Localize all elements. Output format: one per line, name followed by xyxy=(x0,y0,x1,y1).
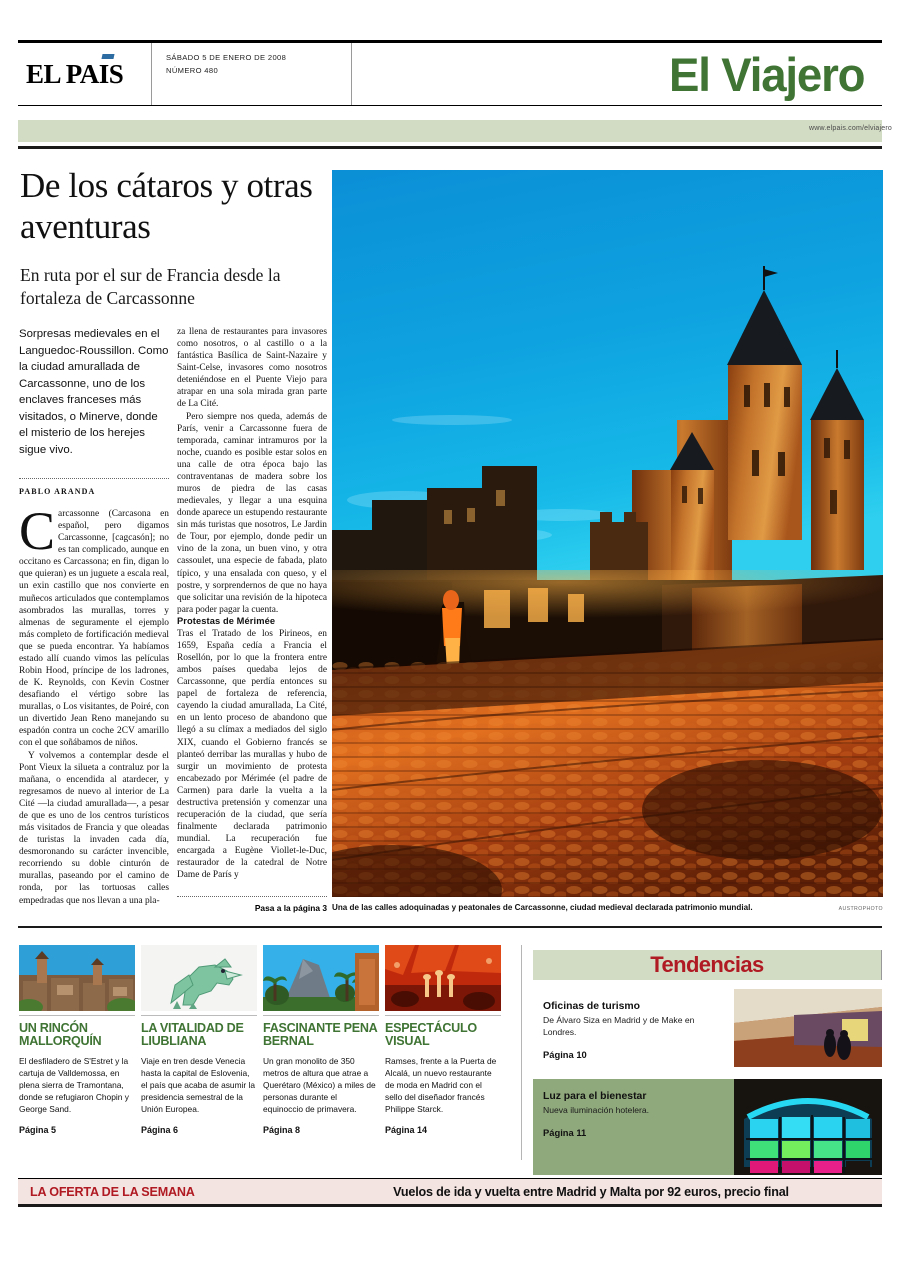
teaser-rule xyxy=(19,1015,135,1016)
elpais-logo xyxy=(26,58,124,89)
teaser-title: FASCINANTE PENA BERNAL xyxy=(263,1021,377,1049)
teaser-text: El desfiladero de S'Estret y la cartuja de Valldemossa, en plena sierra de Tramontana, donde se refugiaron Chopin y George Sand. xyxy=(19,1055,129,1114)
tendencias-item[interactable] xyxy=(533,1079,882,1175)
main-photo xyxy=(332,170,883,897)
tendencias-item-page[interactable]: Página 10 xyxy=(543,1048,587,1060)
green-bar xyxy=(18,120,882,142)
teaser-text: Viaje en tren desde Venecia hasta la capital de Eslovenia, el país que acaba de asumir la presidencia semestral de la Unión Europea. xyxy=(141,1055,256,1114)
photo-caption xyxy=(332,903,883,912)
teaser-page[interactable]: Página 8 xyxy=(263,1124,301,1135)
section-title-cell xyxy=(352,43,882,105)
teaser-rule xyxy=(385,1015,501,1016)
tendencias-header xyxy=(533,950,882,980)
paragraph xyxy=(177,326,327,411)
brand-cell[interactable] xyxy=(18,43,152,105)
issue-info xyxy=(152,43,352,105)
teaser-page[interactable]: Página 5 xyxy=(19,1124,57,1135)
teaser-item[interactable] xyxy=(263,945,379,1135)
section-divider-rule xyxy=(18,926,882,928)
paragraph-text: za llena de restaurantes para invasores como nosotros, o al castillo o a la fantástica Basílica de Saint-Nazaire y Saint-Celse, invasores como nosotros deteniéndose en el Puente Viejo para atrapar en una sola mirada gran parte de La Cité. xyxy=(177,327,327,410)
website-url[interactable]: www.elpais.com/elviajero xyxy=(809,125,892,132)
byline-rule xyxy=(19,478,169,479)
photo-credit: AUSTROPHOTO xyxy=(838,906,883,912)
tendencias-item-text xyxy=(533,1079,734,1175)
offer-bottom-rule xyxy=(18,1204,882,1207)
paragraph xyxy=(19,750,169,907)
teaser-text: Ramses, frente a la Puerta de Alcalá, un nuevo restaurante de moda en Madrid con el sello del diseñador francés Philippe Starck. xyxy=(385,1055,497,1114)
hotel-lighting-photo xyxy=(734,1079,882,1175)
article-subhead: En ruta por el sur de Francia desde la fortaleza de Carcassonne xyxy=(20,265,281,309)
tendencias-item-page[interactable]: Página 11 xyxy=(543,1126,587,1138)
paragraph xyxy=(177,628,327,882)
paragraph-text: Y volvemos a contemplar desde el Pont Vieux la silueta a contraluz por la mañana, o encendida al atardecer, y regresamos de nuevo al interior de La Cité —la ciudad amurallada—, a pesar de que es uno de los centros turísticos más visitados de Francia y que oleadas de turistas la invaden cada día, desmoronando su carácter invencible, recorriendo su doble cinturón de murallas, paseando por el camino de ronda, por las tortuosas calles empedradas que nos llevan a una pla- xyxy=(19,750,169,906)
teaser-item[interactable] xyxy=(141,945,257,1135)
teaser-title: UN RINCÓN MALLORQUÍN xyxy=(19,1021,102,1049)
continuation-link[interactable]: Pasa a la página 3 xyxy=(254,903,327,913)
issue-number: NÚMERO 480 xyxy=(166,65,219,75)
section-title: El Viajero xyxy=(668,47,864,101)
tendencias-title: Tendencias xyxy=(650,952,764,977)
tendencias-item-text xyxy=(533,989,734,1070)
offer-banner[interactable] xyxy=(18,1178,882,1205)
tendencias-section xyxy=(533,950,882,1175)
tendencias-item[interactable] xyxy=(533,989,882,1070)
teaser-title: LA VITALIDAD DE LIUBLIANA xyxy=(141,1021,244,1049)
tendencias-item-title: Oficinas de turismo xyxy=(543,1001,641,1012)
teaser-rule xyxy=(141,1015,257,1016)
teaser-strip xyxy=(19,945,513,1135)
teaser-page[interactable]: Página 14 xyxy=(385,1124,428,1135)
offer-label: LA OFERTA DE LA SEMANA xyxy=(30,1185,195,1199)
ramses-restaurant-photo xyxy=(385,945,501,1011)
article-summary: Sorpresas medievales en el Languedoc-Roussillon. Como la ciudad amurallada de Carcassonne, uno de los enclaves franceses más visitados, o Minerve, donde el misterio de los herejes sigue vivo. xyxy=(19,328,169,456)
paragraph xyxy=(19,501,169,750)
teaser-text: Un gran monolito de 350 metros de altura que atrae a Querétaro (México) a miles de personas durante el equinoccio de primavera. xyxy=(263,1055,376,1114)
teaser-item[interactable] xyxy=(19,945,135,1135)
pena-bernal-photo xyxy=(263,945,379,1011)
paragraph-text: Tras el Tratado de los Pirineos, en 1659, España cedía a Francia el Rosellón, por lo que la frontera entre ambos países quedaba lejos de Carcassonne, que perdía entonces su papel de fortaleza de referencia, cayendo la ciudad amurallada, La Cité, en un lento proceso de abandono que llegó a su clímax a mediados del siglo XIX, cuando el Gobierno francés se planteó derribar las murallas y hubo de surgir un movimiento de protesta encabezado por Mérimée (el padre de Carmen) para darle la vuelta a la destructiva pretensión y comenzar una recuperación de la ciudad, que sería finalmente declarada patrimonio mundial. La recuperación fue encargada a Eugène Viollet-le-Duc, restaurador de la catedral de Notre Dame de París y xyxy=(177,628,327,881)
teaser-title: ESPECTÁCULO VISUAL xyxy=(385,1021,477,1049)
column-separator xyxy=(521,945,522,1160)
tendencias-item-desc: De Álvaro Siza en Madrid y de Make en Londres. xyxy=(543,1015,695,1037)
body-column-2 xyxy=(177,326,327,891)
night-street-carcassonne-photo xyxy=(332,170,883,897)
ljubljana-dragon-photo xyxy=(141,945,257,1011)
jump-rule xyxy=(177,896,327,897)
page-title: De los cátaros y otras aventuras xyxy=(20,166,313,246)
article-byline: PABLO ARANDA xyxy=(19,487,96,496)
body-column-1 xyxy=(19,501,169,920)
mallorca-village-photo xyxy=(19,945,135,1011)
elpais-flag-icon xyxy=(102,54,115,59)
paragraph xyxy=(177,411,327,616)
teaser-item[interactable] xyxy=(385,945,501,1135)
paragraph-text: Pero siempre nos queda, además de París, venir a Carcassonne fuera de temporada, caminar intramuros por la noche, cuando es posible estar solos en una calle de otra época bajo las contraventanas de madera sobre los muros de piedra de las casas medievales, y llegar a una esquina donde aparece un estupendo restaurante sin más turistas que nosotros, Le Jardin de Tour, por ejemplo, donde pedir un vino de la zona, un buen vino, y otra cassoulet, una especie de fabada, plato típico, y una ensalada con queso, y el postre, y sorprendernos de que no haya que solicitar una revisión de la hipoteca para poder pagar la cuenta. xyxy=(177,411,327,615)
tendencias-item-title: Luz para el bienestar xyxy=(543,1090,647,1102)
paragraph-text: arcassonne (Carcasona en español, pero digamos Carcassonne, [cagcasón]; no es tan complicado, aunque en occitano es Carcassona; en fin, digan lo que quieran) es un juguete a escala real, un exin castillo que nos convierte en muñecos articulados que contemplamos asombrados las murallas, torres y almenas de seguramente el ejemplo más completo de fortificación medieval que se pueda encontrar. Ya habíamos estado allí cuando vimos las películas Robin Hood, príncipe de los ladrones, de K. Reynolds, con Kevin Costner desafiando el vértigo sobre las murallas, o Los visitantes, de Poiré, con un divertido Jean Reno manejando su espadón contra un coche 2CV amarillo con el que soñábamos de niños. xyxy=(19,509,169,749)
issue-date: SÁBADO 5 DE ENERO DE 2008 xyxy=(166,53,287,62)
masthead xyxy=(18,40,882,106)
section-subheading: Protestas de Mérimée xyxy=(177,615,276,626)
teaser-rule xyxy=(263,1015,379,1016)
elpais-logo-text: EL PAIS xyxy=(26,58,124,89)
teaser-page[interactable]: Página 6 xyxy=(141,1124,179,1135)
offer-text: Vuelos de ida y vuelta entre Madrid y Malta por 92 euros, precio final xyxy=(393,1185,789,1199)
photo-caption-text: Una de las calles adoquinadas y peatonales de Carcassonne, ciudad medieval declarada patrimonio mundial. xyxy=(332,903,753,912)
masthead-bottom-rule xyxy=(18,146,882,149)
tendencias-item-desc: Nueva iluminación hotelera. xyxy=(543,1104,650,1115)
tourism-office-interior-photo xyxy=(734,989,882,1067)
drop-cap: C xyxy=(19,501,56,561)
